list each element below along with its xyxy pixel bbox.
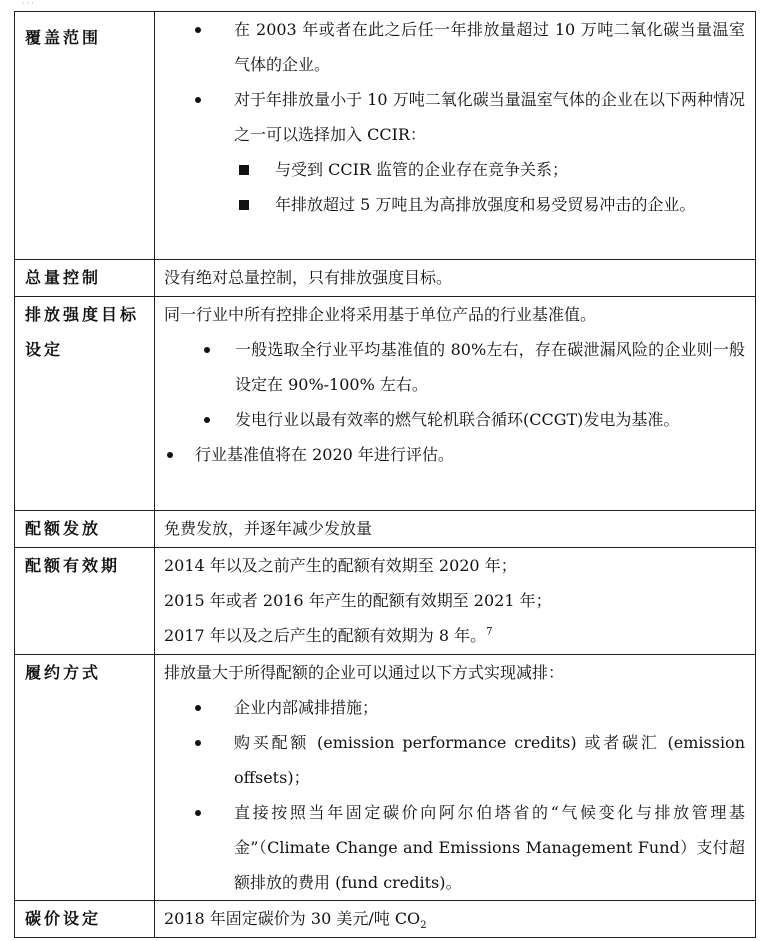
list-item: 企业内部减排措施； [155,690,745,725]
cap-text: 没有绝对总量控制，只有排放强度目标。 [164,268,453,287]
row-intensity [15,297,756,511]
compliance-intro: 排放量大于所得配额的企业可以通过以下方式实现减排： [164,663,565,682]
corner-mark: ' ' ' [22,1,34,10]
label-coverage: 覆盖范围 [15,12,155,260]
intensity-intro: 同一行业中所有控排企业将采用基于单位产品的行业基准值。 [164,305,597,324]
content-coverage [155,12,756,260]
label-cap: 总量控制 [15,260,155,297]
allocation-text: 免费发放，并逐年减少发放量 [164,519,373,538]
label-compliance: 履约方式 [15,655,155,901]
content-intensity [155,297,756,511]
list-item: 对于年排放量小于 10 万吨二氧化碳当量温室气体的企业在以下两种情况之一可以选择加入 CCIR： [155,82,745,152]
label-validity: 配额有效期 [15,548,155,655]
row-coverage [15,12,756,260]
square-bullet-icon [239,165,249,175]
label-intensity: 排放强度目标设定 [15,297,155,511]
content-allocation [155,511,756,548]
row-allocation [15,511,756,548]
price-text: 2018 年固定碳价为 30 美元/吨 $CO_2$ [164,909,427,932]
list-item: 一般选取全行业平均基准值的 80%左右，存在碳泄漏风险的企业则一般设定在 90%-100% 左右。 [155,332,745,402]
list-item: 行业基准值将在 2020 年进行评估。 [155,437,745,472]
content-cap [155,260,756,297]
list-item: 发电行业以最有效率的燃气轮机联合循环(CCGT)发电为基准。 [155,402,745,437]
row-validity [15,548,756,655]
bullet-dot-icon [195,27,201,33]
co2-subscript: 2 [420,920,427,932]
label-price: 碳价设定 [15,901,155,938]
bullet-dot-icon [167,452,173,458]
row-cap [15,260,756,297]
bullet-dot-icon [195,810,201,816]
bullet-dot-icon [204,347,210,353]
bullet-dot-icon [195,705,201,711]
policy-table [14,11,756,938]
validity-line: 2014 年以及之前产生的配额有效期至 2020 年； [164,556,517,575]
content-compliance [155,655,756,901]
content-price [155,901,756,938]
bullet-dot-icon [195,740,201,746]
list-item: 在 2003 年或者在此之后任一年排放量超过 10 万吨二氧化碳当量温室气体的企业。 [155,12,745,82]
bullet-dot-icon [204,417,210,423]
validity-line: 2017 年以及之后产生的配额有效期为 8 年。$^7$ [164,626,493,645]
square-bullet-icon [239,200,249,210]
sub-list-item: 年排放超过 5 万吨且为高排放强度和易受贸易冲击的企业。 [155,187,745,222]
footnote-marker: 7 [486,626,493,638]
row-price [15,901,756,938]
validity-line: 2015 年或者 2016 年产生的配额有效期至 2021 年； [164,591,552,610]
label-allocation: 配额发放 [15,511,155,548]
row-compliance [15,655,756,901]
sub-list-item: 与受到 CCIR 监管的企业存在竞争关系； [155,152,745,187]
list-item: 直接按照当年固定碳价向阿尔伯塔省的“气候变化与排放管理基金”（Climate Change and Emissions Management Fund）支付超额排放的费用 (fund credits)。 [155,795,745,900]
content-validity [155,548,756,655]
list-item: 购买配额 (emission performance credits) 或者碳汇 (emission offsets)； [155,725,745,795]
bullet-dot-icon [195,97,201,103]
